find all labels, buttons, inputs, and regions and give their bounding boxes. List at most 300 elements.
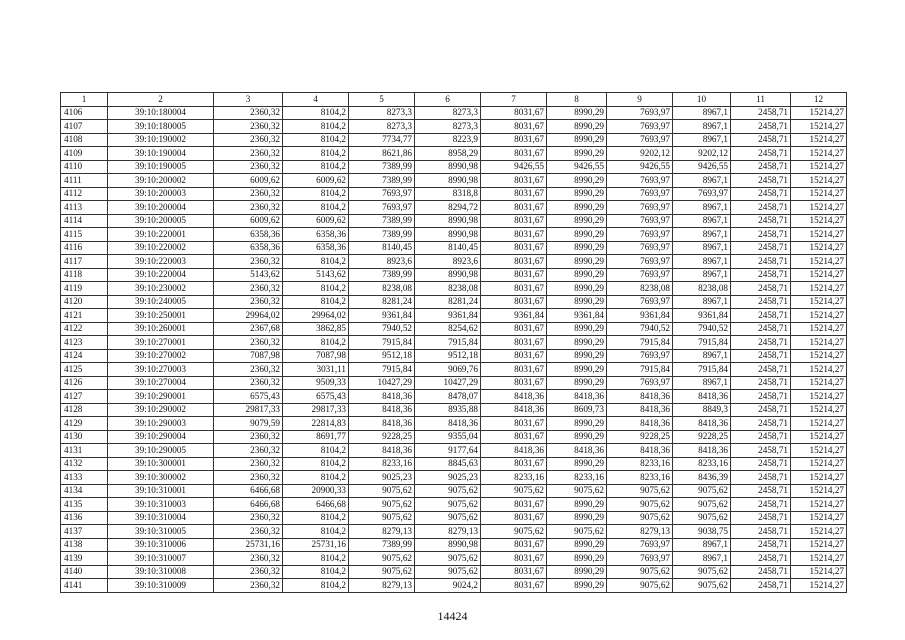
table-body — [61, 106, 847, 592]
table-cell: 15214,27 — [791, 498, 847, 512]
table-cell: 8418,36 — [415, 417, 481, 431]
table-cell: 8990,29 — [547, 268, 607, 282]
table-cell: 8238,08 — [607, 282, 673, 296]
table-cell: 7389,99 — [349, 214, 415, 228]
table-cell: 8990,29 — [547, 214, 607, 228]
table-cell: 39:10:190005 — [108, 160, 214, 174]
table-cell: 4120 — [61, 295, 108, 309]
table-cell: 8990,29 — [547, 174, 607, 188]
table-cell: 8104,2 — [283, 552, 349, 566]
table-cell: 8967,1 — [673, 295, 731, 309]
table-cell: 8990,98 — [415, 538, 481, 552]
table-cell: 9075,62 — [547, 484, 607, 498]
table-cell: 2458,71 — [731, 268, 791, 282]
table-cell: 4119 — [61, 282, 108, 296]
table-cell: 4115 — [61, 228, 108, 242]
table-cell: 8279,13 — [349, 525, 415, 539]
table-cell: 2360,32 — [214, 444, 283, 458]
table-cell: 2458,71 — [731, 498, 791, 512]
table-cell: 8990,29 — [547, 363, 607, 377]
table-cell: 4123 — [61, 336, 108, 350]
table-cell: 2458,71 — [731, 538, 791, 552]
table-cell: 2458,71 — [731, 336, 791, 350]
table-cell: 15214,27 — [791, 552, 847, 566]
table-cell: 2458,71 — [731, 322, 791, 336]
table-cell: 9509,33 — [283, 376, 349, 390]
table-cell: 4122 — [61, 322, 108, 336]
table-cell: 9075,62 — [349, 552, 415, 566]
table-row — [61, 403, 847, 417]
table-cell: 9075,62 — [415, 511, 481, 525]
table-cell: 8967,1 — [673, 228, 731, 242]
table-cell: 9361,84 — [673, 309, 731, 323]
table-cell: 39:10:190004 — [108, 147, 214, 161]
table-cell: 8273,3 — [349, 106, 415, 120]
table-cell: 15214,27 — [791, 336, 847, 350]
table-cell: 2458,71 — [731, 565, 791, 579]
table-cell: 8990,29 — [547, 106, 607, 120]
table-cell: 15214,27 — [791, 228, 847, 242]
table-cell: 2458,71 — [731, 511, 791, 525]
table-cell: 15214,27 — [791, 282, 847, 296]
table-cell: 8254,62 — [415, 322, 481, 336]
column-header: 6 — [415, 93, 481, 107]
table-cell: 29817,33 — [283, 403, 349, 417]
table-cell: 8967,1 — [673, 106, 731, 120]
table-cell: 2360,32 — [214, 457, 283, 471]
column-header: 8 — [547, 93, 607, 107]
table-cell: 8279,13 — [349, 579, 415, 593]
data-table — [60, 92, 847, 593]
table-cell: 4140 — [61, 565, 108, 579]
table-cell: 8104,2 — [283, 255, 349, 269]
table-cell: 15214,27 — [791, 579, 847, 593]
table-cell: 8436,39 — [673, 471, 731, 485]
table-cell: 8031,67 — [481, 147, 547, 161]
table-cell: 8233,16 — [673, 457, 731, 471]
table-cell: 6358,36 — [283, 228, 349, 242]
table-cell: 10427,29 — [415, 376, 481, 390]
table-cell: 8031,67 — [481, 214, 547, 228]
table-cell: 2458,71 — [731, 201, 791, 215]
table-cell: 39:10:220004 — [108, 268, 214, 282]
table-row — [61, 457, 847, 471]
table-cell: 39:10:270002 — [108, 349, 214, 363]
table-cell: 8279,13 — [415, 525, 481, 539]
table-row — [61, 187, 847, 201]
table-cell: 9079,59 — [214, 417, 283, 431]
table-cell: 8233,16 — [607, 457, 673, 471]
table-cell: 6358,36 — [214, 228, 283, 242]
table-cell: 39:10:220003 — [108, 255, 214, 269]
table-cell: 8990,29 — [547, 538, 607, 552]
table-cell: 8238,08 — [349, 282, 415, 296]
table-cell: 3862,85 — [283, 322, 349, 336]
table-cell: 9075,62 — [415, 484, 481, 498]
table-cell: 39:10:200002 — [108, 174, 214, 188]
table-cell: 8418,36 — [673, 444, 731, 458]
table-row — [61, 120, 847, 134]
table-cell: 39:10:200003 — [108, 187, 214, 201]
table-cell: 8990,98 — [415, 174, 481, 188]
table-cell: 8238,08 — [673, 282, 731, 296]
table-cell: 15214,27 — [791, 147, 847, 161]
table-cell: 8031,67 — [481, 228, 547, 242]
table-cell: 7693,97 — [607, 268, 673, 282]
table-cell: 8990,29 — [547, 228, 607, 242]
table-cell: 39:10:290002 — [108, 403, 214, 417]
table-cell: 39:10:220001 — [108, 228, 214, 242]
table-cell: 8418,36 — [481, 403, 547, 417]
table-cell: 4128 — [61, 403, 108, 417]
table-cell: 9202,12 — [607, 147, 673, 161]
table-header-row — [61, 93, 847, 107]
table-cell: 7693,97 — [607, 106, 673, 120]
table-cell: 8279,13 — [607, 525, 673, 539]
table-cell: 8990,29 — [547, 241, 607, 255]
table-row — [61, 498, 847, 512]
table-cell: 8031,67 — [481, 241, 547, 255]
table-cell: 2458,71 — [731, 147, 791, 161]
table-cell: 7693,97 — [607, 120, 673, 134]
table-cell: 9177,64 — [415, 444, 481, 458]
table-cell: 7915,84 — [349, 336, 415, 350]
table-cell: 7693,97 — [607, 174, 673, 188]
table-row — [61, 376, 847, 390]
table-cell: 4127 — [61, 390, 108, 404]
table-cell: 2360,32 — [214, 511, 283, 525]
table-cell: 15214,27 — [791, 403, 847, 417]
table-cell: 8104,2 — [283, 336, 349, 350]
table-cell: 15214,27 — [791, 565, 847, 579]
table-cell: 8990,98 — [415, 228, 481, 242]
table-cell: 9228,25 — [607, 430, 673, 444]
table-cell: 4117 — [61, 255, 108, 269]
table-cell: 4107 — [61, 120, 108, 134]
table-cell: 6466,68 — [214, 484, 283, 498]
table-cell: 8104,2 — [283, 457, 349, 471]
table-cell: 7693,97 — [607, 255, 673, 269]
table-cell: 8294,72 — [415, 201, 481, 215]
table-cell: 8031,67 — [481, 255, 547, 269]
column-header: 4 — [283, 93, 349, 107]
table-cell: 6575,43 — [283, 390, 349, 404]
table-cell: 8478,07 — [415, 390, 481, 404]
table-cell: 39:10:310007 — [108, 552, 214, 566]
table-cell: 9075,62 — [481, 484, 547, 498]
table-cell: 8418,36 — [349, 444, 415, 458]
table-cell: 8418,36 — [673, 390, 731, 404]
table-cell: 39:10:310009 — [108, 579, 214, 593]
table-row — [61, 525, 847, 539]
table-cell: 8990,29 — [547, 322, 607, 336]
table-cell: 8990,29 — [547, 376, 607, 390]
table-cell: 8223,9 — [415, 133, 481, 147]
table-cell: 2458,71 — [731, 403, 791, 417]
table-cell: 8104,2 — [283, 133, 349, 147]
table-cell: 5143,62 — [214, 268, 283, 282]
table-cell: 7693,97 — [607, 349, 673, 363]
table-cell: 8031,67 — [481, 565, 547, 579]
table-cell: 8990,29 — [547, 349, 607, 363]
table-cell: 6009,62 — [283, 214, 349, 228]
table-cell: 8990,29 — [547, 295, 607, 309]
table-cell: 6575,43 — [214, 390, 283, 404]
table-cell: 15214,27 — [791, 309, 847, 323]
table-cell: 2458,71 — [731, 174, 791, 188]
table-cell: 39:10:270001 — [108, 336, 214, 350]
table-cell: 7389,99 — [349, 538, 415, 552]
table-cell: 2458,71 — [731, 444, 791, 458]
table-cell: 8990,29 — [547, 282, 607, 296]
table-cell: 8031,67 — [481, 120, 547, 134]
table-cell: 7693,97 — [607, 201, 673, 215]
table-row — [61, 579, 847, 593]
table-cell: 8418,36 — [547, 444, 607, 458]
table-cell: 39:10:270004 — [108, 376, 214, 390]
table-cell: 8967,1 — [673, 349, 731, 363]
table-cell: 9025,23 — [349, 471, 415, 485]
table-cell: 9228,25 — [349, 430, 415, 444]
table-cell: 9361,84 — [607, 309, 673, 323]
table-cell: 7389,99 — [349, 228, 415, 242]
table-cell: 2458,71 — [731, 309, 791, 323]
table-cell: 39:10:310008 — [108, 565, 214, 579]
table-cell: 8990,29 — [547, 417, 607, 431]
table-row — [61, 349, 847, 363]
table-row — [61, 147, 847, 161]
table-cell: 9361,84 — [481, 309, 547, 323]
table-cell: 4132 — [61, 457, 108, 471]
table-cell: 7389,99 — [349, 160, 415, 174]
table-cell: 8281,24 — [415, 295, 481, 309]
table-cell: 7693,97 — [607, 241, 673, 255]
table-cell: 7693,97 — [607, 376, 673, 390]
table-cell: 39:10:200004 — [108, 201, 214, 215]
table-cell: 2367,68 — [214, 322, 283, 336]
table-cell: 39:10:290001 — [108, 390, 214, 404]
table-cell: 39:10:290004 — [108, 430, 214, 444]
table-cell: 9024,2 — [415, 579, 481, 593]
table-cell: 2360,32 — [214, 106, 283, 120]
table-cell: 8140,45 — [415, 241, 481, 255]
table-cell: 7915,84 — [349, 363, 415, 377]
table-cell: 9228,25 — [673, 430, 731, 444]
table-cell: 25731,16 — [283, 538, 349, 552]
table-row — [61, 133, 847, 147]
table-cell: 4129 — [61, 417, 108, 431]
table-cell: 2458,71 — [731, 133, 791, 147]
table-cell: 39:10:200005 — [108, 214, 214, 228]
table-cell: 8967,1 — [673, 552, 731, 566]
table-cell: 15214,27 — [791, 511, 847, 525]
table-cell: 3031,11 — [283, 363, 349, 377]
table-cell: 2458,71 — [731, 579, 791, 593]
table-cell: 7915,84 — [607, 363, 673, 377]
table-cell: 9202,12 — [673, 147, 731, 161]
table-cell: 7940,52 — [607, 322, 673, 336]
table-cell: 9426,55 — [607, 160, 673, 174]
table-cell: 2360,32 — [214, 565, 283, 579]
table-cell: 9355,04 — [415, 430, 481, 444]
table-cell: 8418,36 — [673, 417, 731, 431]
table-cell: 8031,67 — [481, 295, 547, 309]
table-cell: 9075,62 — [349, 565, 415, 579]
table-cell: 15214,27 — [791, 484, 847, 498]
table-row — [61, 444, 847, 458]
table-cell: 2458,71 — [731, 106, 791, 120]
table-cell: 8104,2 — [283, 525, 349, 539]
table-cell: 9361,84 — [547, 309, 607, 323]
table-cell: 8967,1 — [673, 241, 731, 255]
table-cell: 15214,27 — [791, 120, 847, 134]
table-cell: 8967,1 — [673, 120, 731, 134]
table-cell: 4136 — [61, 511, 108, 525]
table-cell: 9075,62 — [673, 565, 731, 579]
table-cell: 9075,62 — [415, 565, 481, 579]
table-cell: 8418,36 — [349, 390, 415, 404]
table-cell: 9075,62 — [607, 484, 673, 498]
table-cell: 8104,2 — [283, 120, 349, 134]
table-cell: 39:10:290005 — [108, 444, 214, 458]
table-cell: 6009,62 — [214, 214, 283, 228]
table-cell: 39:10:270003 — [108, 363, 214, 377]
table-cell: 22814,83 — [283, 417, 349, 431]
table-cell: 7693,97 — [607, 214, 673, 228]
table-cell: 9426,55 — [547, 160, 607, 174]
table-row — [61, 268, 847, 282]
table-cell: 2458,71 — [731, 552, 791, 566]
table-cell: 9075,62 — [547, 525, 607, 539]
table-cell: 8031,67 — [481, 174, 547, 188]
table-cell: 6009,62 — [214, 174, 283, 188]
table-cell: 7693,97 — [607, 133, 673, 147]
table-cell: 8990,29 — [547, 511, 607, 525]
table-cell: 8273,3 — [415, 120, 481, 134]
table-cell: 6358,36 — [283, 241, 349, 255]
table-cell: 20900,33 — [283, 484, 349, 498]
table-cell: 4138 — [61, 538, 108, 552]
table-cell: 8849,3 — [673, 403, 731, 417]
table-cell: 8031,67 — [481, 511, 547, 525]
table-cell: 2360,32 — [214, 201, 283, 215]
table-cell: 9069,76 — [415, 363, 481, 377]
table-cell: 8031,67 — [481, 538, 547, 552]
table-cell: 39:10:310006 — [108, 538, 214, 552]
table-cell: 8104,2 — [283, 471, 349, 485]
table-cell: 15214,27 — [791, 201, 847, 215]
table-cell: 8967,1 — [673, 201, 731, 215]
table-cell: 2360,32 — [214, 120, 283, 134]
table-cell: 4114 — [61, 214, 108, 228]
table-cell: 8418,36 — [607, 403, 673, 417]
table-cell: 8967,1 — [673, 133, 731, 147]
table-cell: 9038,75 — [673, 525, 731, 539]
table-cell: 2458,71 — [731, 349, 791, 363]
table-cell: 7693,97 — [349, 187, 415, 201]
table-cell: 39:10:240005 — [108, 295, 214, 309]
table-cell: 4134 — [61, 484, 108, 498]
table-cell: 7389,99 — [349, 268, 415, 282]
table-cell: 6466,68 — [283, 498, 349, 512]
table-cell: 8418,36 — [481, 390, 547, 404]
table-cell: 5143,62 — [283, 268, 349, 282]
table-cell: 29964,02 — [283, 309, 349, 323]
table-cell: 9426,55 — [673, 160, 731, 174]
table-cell: 39:10:300001 — [108, 457, 214, 471]
table-row — [61, 430, 847, 444]
table-cell: 2458,71 — [731, 255, 791, 269]
table-cell: 8031,67 — [481, 579, 547, 593]
table-row — [61, 390, 847, 404]
table-row — [61, 322, 847, 336]
table-cell: 15214,27 — [791, 133, 847, 147]
table-cell: 2360,32 — [214, 255, 283, 269]
table-cell: 9075,62 — [607, 498, 673, 512]
table-cell: 15214,27 — [791, 363, 847, 377]
table-cell: 8233,16 — [607, 471, 673, 485]
table-cell: 4106 — [61, 106, 108, 120]
table-cell: 4110 — [61, 160, 108, 174]
table-cell: 8990,29 — [547, 187, 607, 201]
table-cell: 9075,62 — [673, 498, 731, 512]
table-row — [61, 565, 847, 579]
column-header: 11 — [731, 93, 791, 107]
table-cell: 9075,62 — [673, 484, 731, 498]
table-cell: 8233,16 — [547, 471, 607, 485]
table-cell: 2458,71 — [731, 376, 791, 390]
table-cell: 39:10:220002 — [108, 241, 214, 255]
table-cell: 2458,71 — [731, 484, 791, 498]
table-cell: 8990,29 — [547, 133, 607, 147]
table-cell: 8318,8 — [415, 187, 481, 201]
table-cell: 8923,6 — [349, 255, 415, 269]
table-cell: 15214,27 — [791, 187, 847, 201]
table-cell: 7693,97 — [607, 187, 673, 201]
table-cell: 8104,2 — [283, 511, 349, 525]
table-cell: 9075,62 — [349, 498, 415, 512]
table-cell: 8418,36 — [349, 403, 415, 417]
table-cell: 8104,2 — [283, 579, 349, 593]
table-cell: 8691,77 — [283, 430, 349, 444]
table-cell: 2360,32 — [214, 282, 283, 296]
table-cell: 8990,29 — [547, 552, 607, 566]
table-cell: 8104,2 — [283, 295, 349, 309]
table-cell: 2458,71 — [731, 295, 791, 309]
table-cell: 9075,62 — [607, 511, 673, 525]
table-cell: 7915,84 — [673, 363, 731, 377]
table-cell: 7915,84 — [415, 336, 481, 350]
table-cell: 7940,52 — [673, 322, 731, 336]
table-cell: 7693,97 — [673, 187, 731, 201]
table-cell: 8967,1 — [673, 214, 731, 228]
table-row — [61, 471, 847, 485]
table-row — [61, 417, 847, 431]
table-cell: 29817,33 — [214, 403, 283, 417]
table-cell: 2360,32 — [214, 133, 283, 147]
table-cell: 15214,27 — [791, 174, 847, 188]
table-cell: 2360,32 — [214, 579, 283, 593]
table-row — [61, 214, 847, 228]
column-header: 5 — [349, 93, 415, 107]
table-cell: 25731,16 — [214, 538, 283, 552]
table-cell: 8104,2 — [283, 106, 349, 120]
table-row — [61, 538, 847, 552]
table-row — [61, 511, 847, 525]
table-cell: 4121 — [61, 309, 108, 323]
table-cell: 8958,29 — [415, 147, 481, 161]
table-cell: 8031,67 — [481, 106, 547, 120]
